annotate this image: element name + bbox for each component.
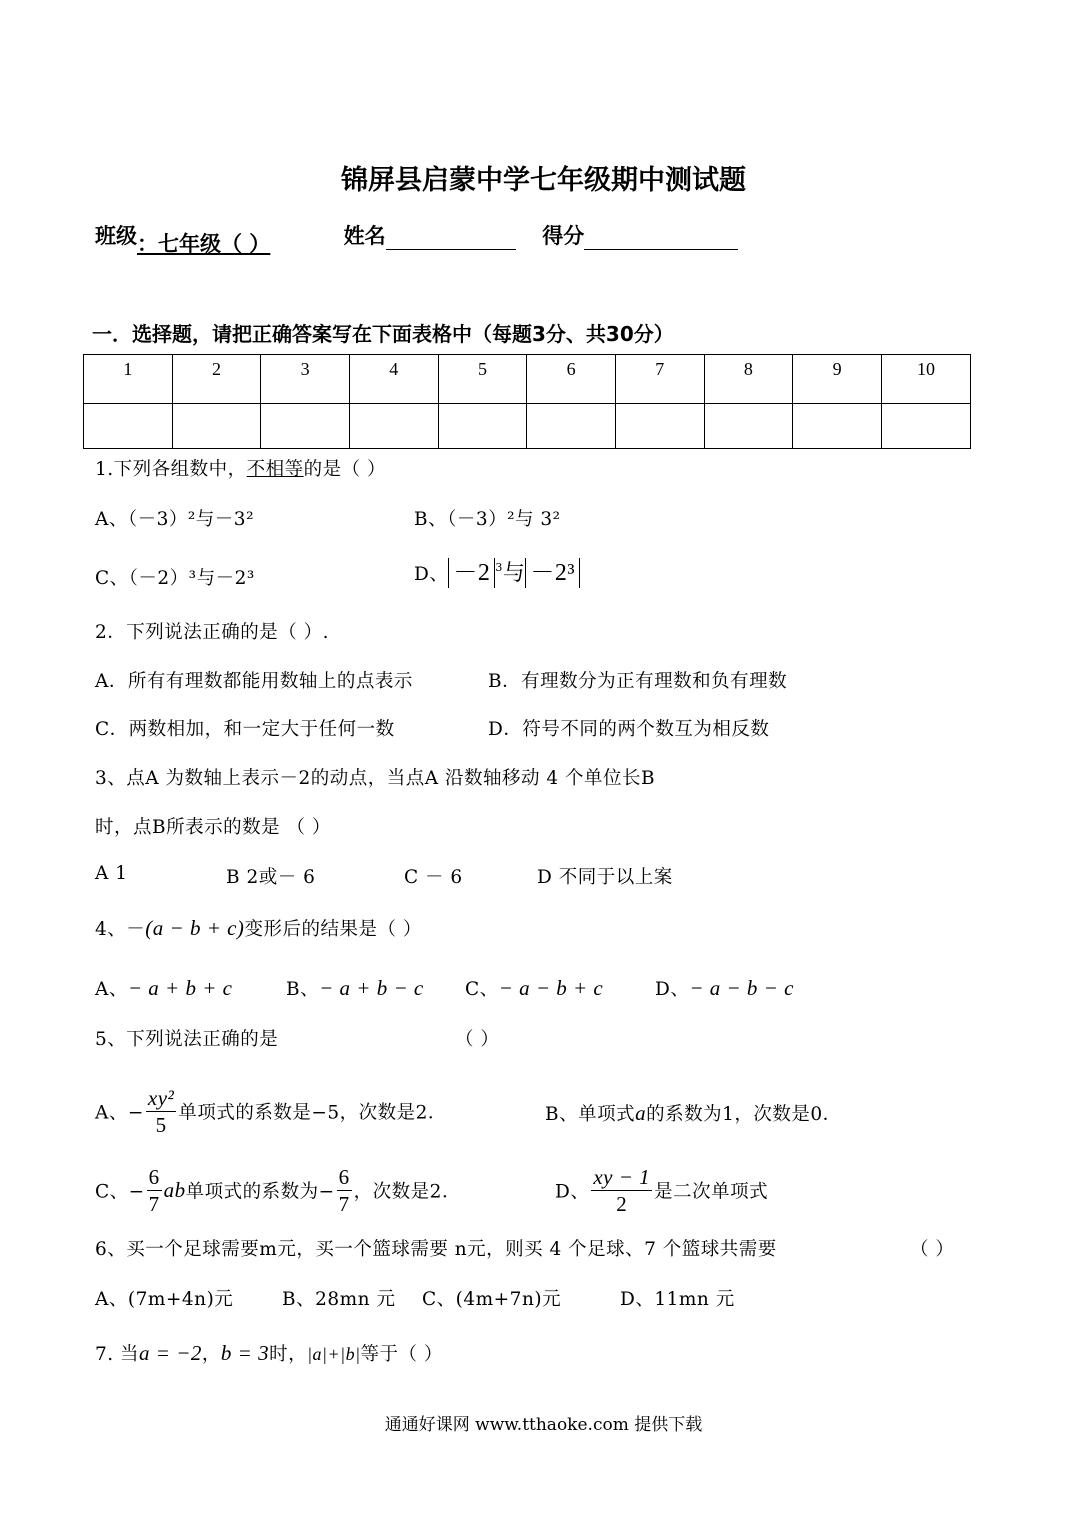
q7-math-a: a = −2 — [139, 1341, 202, 1365]
q2-option-a: A．所有有理数都能用数轴上的点表示 — [95, 671, 413, 692]
q5-c-num2: 6 — [338, 1165, 350, 1189]
answer-cell[interactable] — [704, 404, 793, 449]
class-label: 班级 — [95, 224, 137, 248]
answer-header: 7 — [615, 355, 704, 404]
q1-stem-b: 的是（ ） — [303, 459, 387, 480]
q7-math-abs: |a|+|b| — [307, 1344, 361, 1364]
q3-option-b: B 2或－ 6 — [226, 867, 316, 888]
q4-d-math: − a − b − c — [689, 976, 794, 1000]
answer-cell[interactable] — [349, 404, 438, 449]
q1-option-a: A、（－3）²与－3² — [95, 509, 254, 530]
q5-option-a — [95, 1085, 447, 1138]
q1-d-left — [448, 558, 495, 588]
answer-table — [83, 354, 971, 449]
q4-option-d — [655, 975, 794, 1001]
q5-d-fraction — [591, 1164, 652, 1217]
q4-option-a — [95, 975, 232, 1001]
score-label: 得分 — [542, 224, 585, 248]
q4-option-b — [286, 975, 424, 1001]
q5-a-num: xy² — [147, 1086, 175, 1110]
q5-c-math: ab — [163, 1178, 186, 1202]
q5-b-text-b: 的系数为1，次数是0． — [646, 1104, 842, 1125]
q5-c-den: 7 — [148, 1192, 160, 1216]
q5-option-b — [545, 1100, 842, 1126]
q7-stem-c: 等于（ ） — [360, 1344, 443, 1365]
answer-header: 4 — [349, 355, 438, 404]
answer-input-row — [84, 404, 971, 449]
name-blank[interactable] — [386, 227, 516, 250]
answer-cell[interactable] — [172, 404, 261, 449]
q5-d-label: D、 — [555, 1181, 590, 1203]
q5-b-math: a — [635, 1101, 647, 1125]
section-heading: 一．选择题，请把正确答案写在下面表格中（每题3分、共30分） — [92, 322, 674, 346]
q5-option-d — [555, 1164, 768, 1217]
name-label: 姓名 — [343, 224, 386, 248]
answer-header: 2 — [172, 355, 261, 404]
q5-c-text-b: ，次数是2． — [353, 1181, 461, 1203]
answer-cell[interactable] — [793, 404, 882, 449]
q1-option-b: B、（－3）²与 3² — [414, 509, 561, 530]
answer-header: 8 — [704, 355, 793, 404]
q2-option-c: C．两数相加，和一定大于任何一数 — [95, 719, 395, 740]
q4-stem-a: 4、－ — [95, 919, 146, 940]
answer-cell[interactable] — [261, 404, 350, 449]
q2-stem: 2．下列说法正确的是（ ）. — [95, 622, 330, 643]
score-blank[interactable] — [584, 227, 738, 250]
answer-cell[interactable] — [527, 404, 616, 449]
answer-cell[interactable] — [615, 404, 704, 449]
q7-stem — [95, 1340, 443, 1366]
q6-option-a: A、(7m+4n)元 — [95, 1289, 234, 1310]
q1-stem — [95, 455, 386, 481]
footer-note: 通通好课网 www.tthaoke.com 提供下载 — [384, 1415, 703, 1435]
answer-header: 5 — [438, 355, 527, 404]
answer-header: 9 — [793, 355, 882, 404]
q3-option-c: C － 6 — [404, 867, 463, 888]
q5-a-label: A、− — [95, 1102, 144, 1124]
q4-d-label: D、 — [655, 979, 690, 1000]
q5-b-text-a: B、单项式 — [545, 1104, 636, 1125]
q1-option-c: C、（－2）³与－2³ — [95, 568, 255, 589]
answer-header: 10 — [881, 355, 970, 404]
q4-c-label: C、 — [465, 979, 499, 1000]
q6-option-b: B、28mn 元 — [282, 1289, 396, 1310]
q6-option-d: D、11mn 元 — [620, 1289, 735, 1310]
q7-stem-a: 7. 当 — [95, 1344, 140, 1365]
q3-stem-2: 时，点B所表示的数是 （ ） — [95, 817, 331, 838]
q5-d-num: xy − 1 — [593, 1165, 651, 1189]
q1-stem-a: 1.下列各组数中， — [95, 459, 247, 480]
q5-a-text: 单项式的系数是−5，次数是2． — [178, 1102, 447, 1124]
q5-d-text: 是二次单项式 — [654, 1181, 769, 1203]
q5-a-den: 5 — [155, 1113, 167, 1137]
q1-stem-underlined: 不相等 — [246, 459, 304, 480]
answer-header: 1 — [84, 355, 173, 404]
answer-header: 6 — [527, 355, 616, 404]
q1-option-d: D、 －2 $^3$与 －2³ — [414, 556, 580, 588]
q6-stem: 6、买一个足球需要m元，买一个篮球需要 n元，则买 4 个足球、7 个篮球共需要 — [95, 1239, 777, 1260]
q5-c-text-a: 单项式的系数为− — [185, 1181, 335, 1203]
q4-b-math: − a + b − c — [319, 976, 424, 1000]
q5-stem: 5、下列说法正确的是 — [95, 1029, 279, 1050]
q1-d-mid: 与 — [502, 561, 526, 586]
q1-d-label: D、 — [414, 564, 449, 585]
q4-a-label: A、 — [95, 979, 128, 1000]
q4-stem-math: (a − b + c) — [145, 916, 245, 940]
q5-d-den: 2 — [616, 1192, 628, 1216]
q3-option-a: A 1 — [95, 863, 128, 884]
q7-math-b: b = 3 — [220, 1341, 270, 1365]
q6-paren: （ ） — [910, 1239, 955, 1260]
q5-paren: （ ） — [455, 1029, 500, 1050]
q5-c-den2: 7 — [338, 1192, 350, 1216]
q1-d-right — [525, 558, 580, 588]
q7-sep: ， — [201, 1344, 221, 1365]
q3-stem-1: 3、点A 为数轴上表示－2的动点，当点A 沿数轴移动 4 个单位长B — [95, 768, 656, 789]
q5-c-num: 6 — [148, 1165, 160, 1189]
q1-d-right-val: －2³ — [530, 560, 576, 586]
q5-c-label: C、− — [95, 1181, 145, 1203]
q6-option-c: C、(4m+7n)元 — [422, 1289, 562, 1310]
answer-cell[interactable] — [84, 404, 173, 449]
q4-c-math: − a − b + c — [498, 976, 604, 1000]
page-title: 锦屏县启蒙中学七年级期中测试题 — [341, 165, 746, 196]
answer-header-row — [84, 355, 971, 404]
q4-option-c — [465, 975, 603, 1001]
q5-a-fraction — [146, 1085, 176, 1138]
q2-option-d: D．符号不同的两个数互为相反数 — [488, 719, 770, 740]
q2-option-b: B．有理数分为正有理数和负有理数 — [488, 671, 788, 692]
answer-cell[interactable] — [881, 404, 970, 449]
q3-option-d: D 不同于以上案 — [537, 867, 673, 888]
answer-cell[interactable] — [438, 404, 527, 449]
q1-d-left-val: －2 — [453, 560, 491, 586]
q7-stem-b: 时， — [269, 1344, 308, 1365]
q5-option-c — [95, 1164, 461, 1217]
q4-stem-b: 变形后的结果是（ ） — [244, 919, 422, 940]
q4-b-label: B、 — [286, 979, 320, 1000]
q4-a-math: − a + b + c — [127, 976, 233, 1000]
student-info — [95, 220, 738, 256]
q5-c-fraction-2 — [337, 1164, 352, 1217]
q5-c-fraction — [147, 1164, 162, 1217]
q4-stem — [95, 915, 422, 941]
class-value: ：七年级（ ） — [137, 232, 271, 256]
answer-header: 3 — [261, 355, 350, 404]
